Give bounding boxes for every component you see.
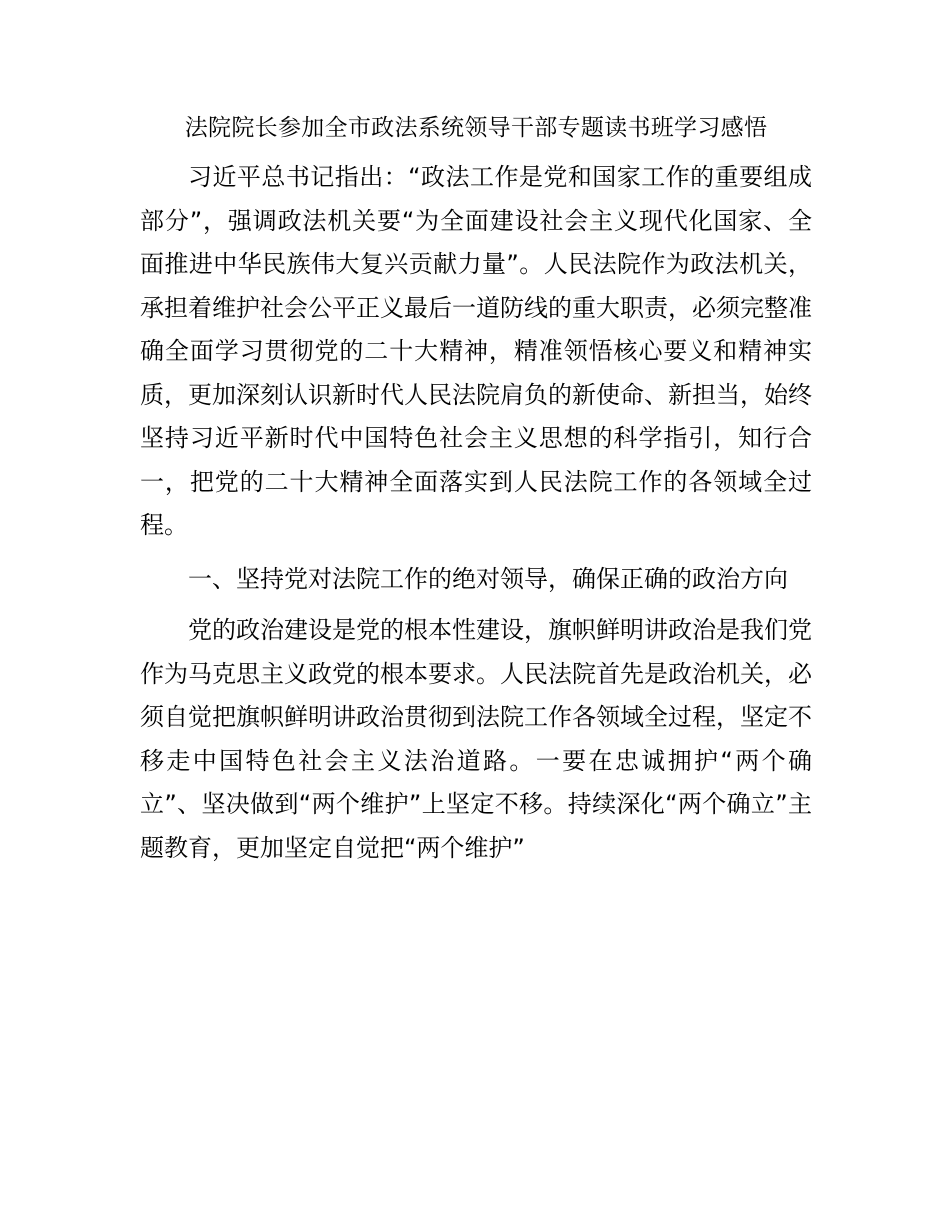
- document-title: 法院院长参加全市政法系统领导干部专题读书班学习感悟: [184, 115, 768, 141]
- section-heading-1: 一、坚持党对法院工作的绝对领导，确保正确的政治方向: [188, 564, 788, 593]
- document-page: [140, 106, 812, 870]
- section-body-1: 党的政治建设是党的根本性建设，旗帜鲜明讲政治是我们党作为马克思主义政党的根本要求。人民法院首先是政治机关，必须自觉把旗帜鲜明讲政治贯彻到法院工作各领域全过程，坚定不移走中国特色社会主义法治道路。一要在忠诚拥护“两个确立”、坚决做到“两个维护”上坚定不移。持续深化“两个确立”主题教育，更加坚定自觉把“两个维护”: [140, 616, 812, 862]
- intro-paragraph: 习近平总书记指出：“政法工作是党和国家工作的重要组成部分”，强调政法机关要“为全面建设社会主义现代化国家、全面推进中华民族伟大复兴贡献力量”。人民法院作为政法机关，承担着维护社会公平正义最后一道防线的重大职责，必须完整准确全面学习贯彻党的二十大精神，精准领悟核心要义和精神实质，更加深刻认识新时代人民法院肩负的新使命、新担当，始终坚持习近平新时代中国特色社会主义思想的科学指引，知行合一，把党的二十大精神全面落实到人民法院工作的各领域全过程。: [140, 163, 812, 539]
